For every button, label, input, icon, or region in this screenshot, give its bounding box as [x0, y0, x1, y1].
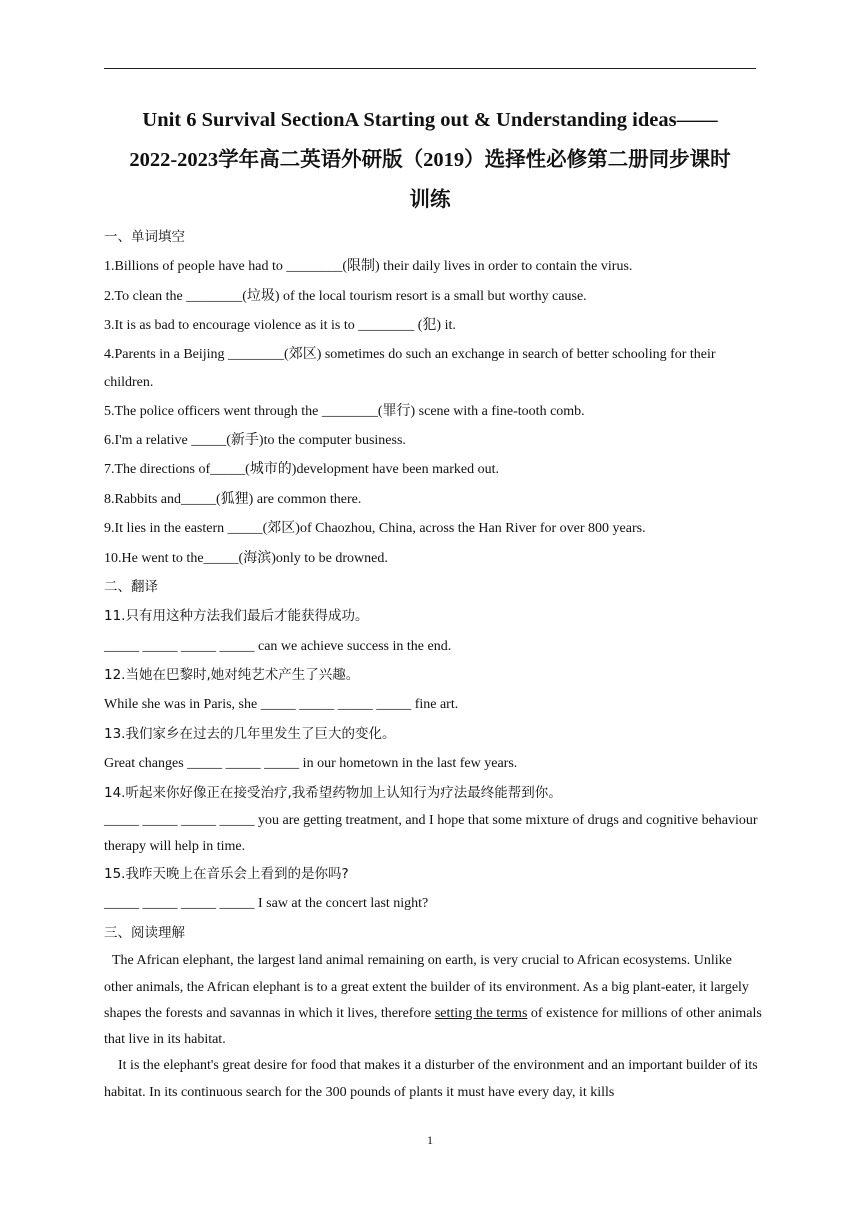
page-number: 1	[427, 1133, 433, 1147]
translation-answer-13: Great changes _____ _____ _____ in our hometown in the last few years.	[104, 756, 518, 772]
vocab-item-10: 10.He went to the_____(海滨)only to be drowned.	[104, 550, 388, 566]
translation-prompt-15: 15.我昨天晚上在音乐会上看到的是你吗?	[104, 866, 349, 883]
translation-prompt-11: 11.只有用这种方法我们最后才能获得成功。	[104, 608, 369, 625]
translation-answer-14: _____ _____ _____ _____ you are getting treatment, and I hope that some mixture of drugs and cognitive behaviour therapy will help in time.	[104, 813, 758, 855]
vocab-item-5: 5.The police officers went through the ________(罪行) scene with a fine-tooth comb.	[104, 403, 585, 419]
translation-answer-12: While she was in Paris, she _____ _____ _____ _____ fine art.	[104, 697, 459, 713]
reading-paragraph-2: It is the elephant's great desire for food that makes it a disturber of the environment and an important builder of its habitat. In its continuous search for the 300 pounds of plants it must have every day, it kills	[104, 1058, 758, 1100]
translation-prompt-14: 14.听起来你好像正在接受治疗,我希望药物加上认知行为疗法最终能帮到你。	[104, 784, 562, 801]
vocab-item-3: 3.It is as bad to encourage violence as it is to ________ (犯) it.	[104, 318, 456, 334]
translation-prompt-13: 13.我们家乡在过去的几年里发生了巨大的变化。	[104, 725, 396, 742]
translation-answer-15: _____ _____ _____ _____ I saw at the concert last night?	[104, 896, 429, 912]
vocab-item-7: 7.The directions of_____(城市的)development have been marked out.	[104, 462, 499, 478]
header-rule	[104, 68, 756, 69]
reading-paragraph-1	[104, 948, 764, 1053]
vocab-item-6: 6.I'm a relative _____(新手)to the computer business.	[104, 432, 406, 448]
vocab-item-1: 1.Billions of people have had to ________(限制) their daily lives in order to contain the virus.	[104, 259, 633, 275]
page-title	[104, 100, 756, 220]
document-body	[104, 223, 764, 1106]
vocab-item-4: 4.Parents in a Beijing ________(郊区) sometimes do such an exchange in search of better schooling for their children.	[104, 346, 716, 390]
para1-text-a: The African elephant, the largest land animal remaining on earth, is very crucial to African ecosystems. Unlike other animals, the African elephant is to a great extent the builder of its environment. As a big plant-eater, it largely shapes the forests and savannas in which it lives, therefore	[104, 953, 749, 1021]
translation-answer-11: _____ _____ _____ _____ can we achieve success in the end.	[104, 638, 452, 654]
para1-underlined-phrase: setting the terms	[434, 1005, 528, 1021]
title-line-2: 2022-2023学年高二英语外研版（2019）选择性必修第二册同步课时	[129, 149, 731, 171]
section-heading-reading: 三、阅读理解	[104, 924, 185, 941]
title-line-1: Unit 6 Survival SectionA Starting out & Understanding ideas——	[142, 109, 718, 131]
vocab-item-8: 8.Rabbits and_____(狐狸) are common there.	[104, 491, 362, 507]
vocab-item-9: 9.It lies in the eastern _____(郊区)of Chaozhou, China, across the Han River for over 800 years.	[104, 521, 646, 537]
vocab-item-2: 2.To clean the ________(垃圾) of the local tourism resort is a small but worthy cause.	[104, 288, 587, 304]
section-heading-vocab: 一、单词填空	[104, 229, 185, 245]
para1-text-b: of existence for millions of other animals that live in its habitat.	[104, 1005, 762, 1048]
translation-prompt-12: 12.当她在巴黎时,她对纯艺术产生了兴趣。	[104, 667, 360, 684]
title-line-3: 训练	[409, 189, 451, 211]
section-heading-translation: 二、翻译	[104, 578, 158, 595]
